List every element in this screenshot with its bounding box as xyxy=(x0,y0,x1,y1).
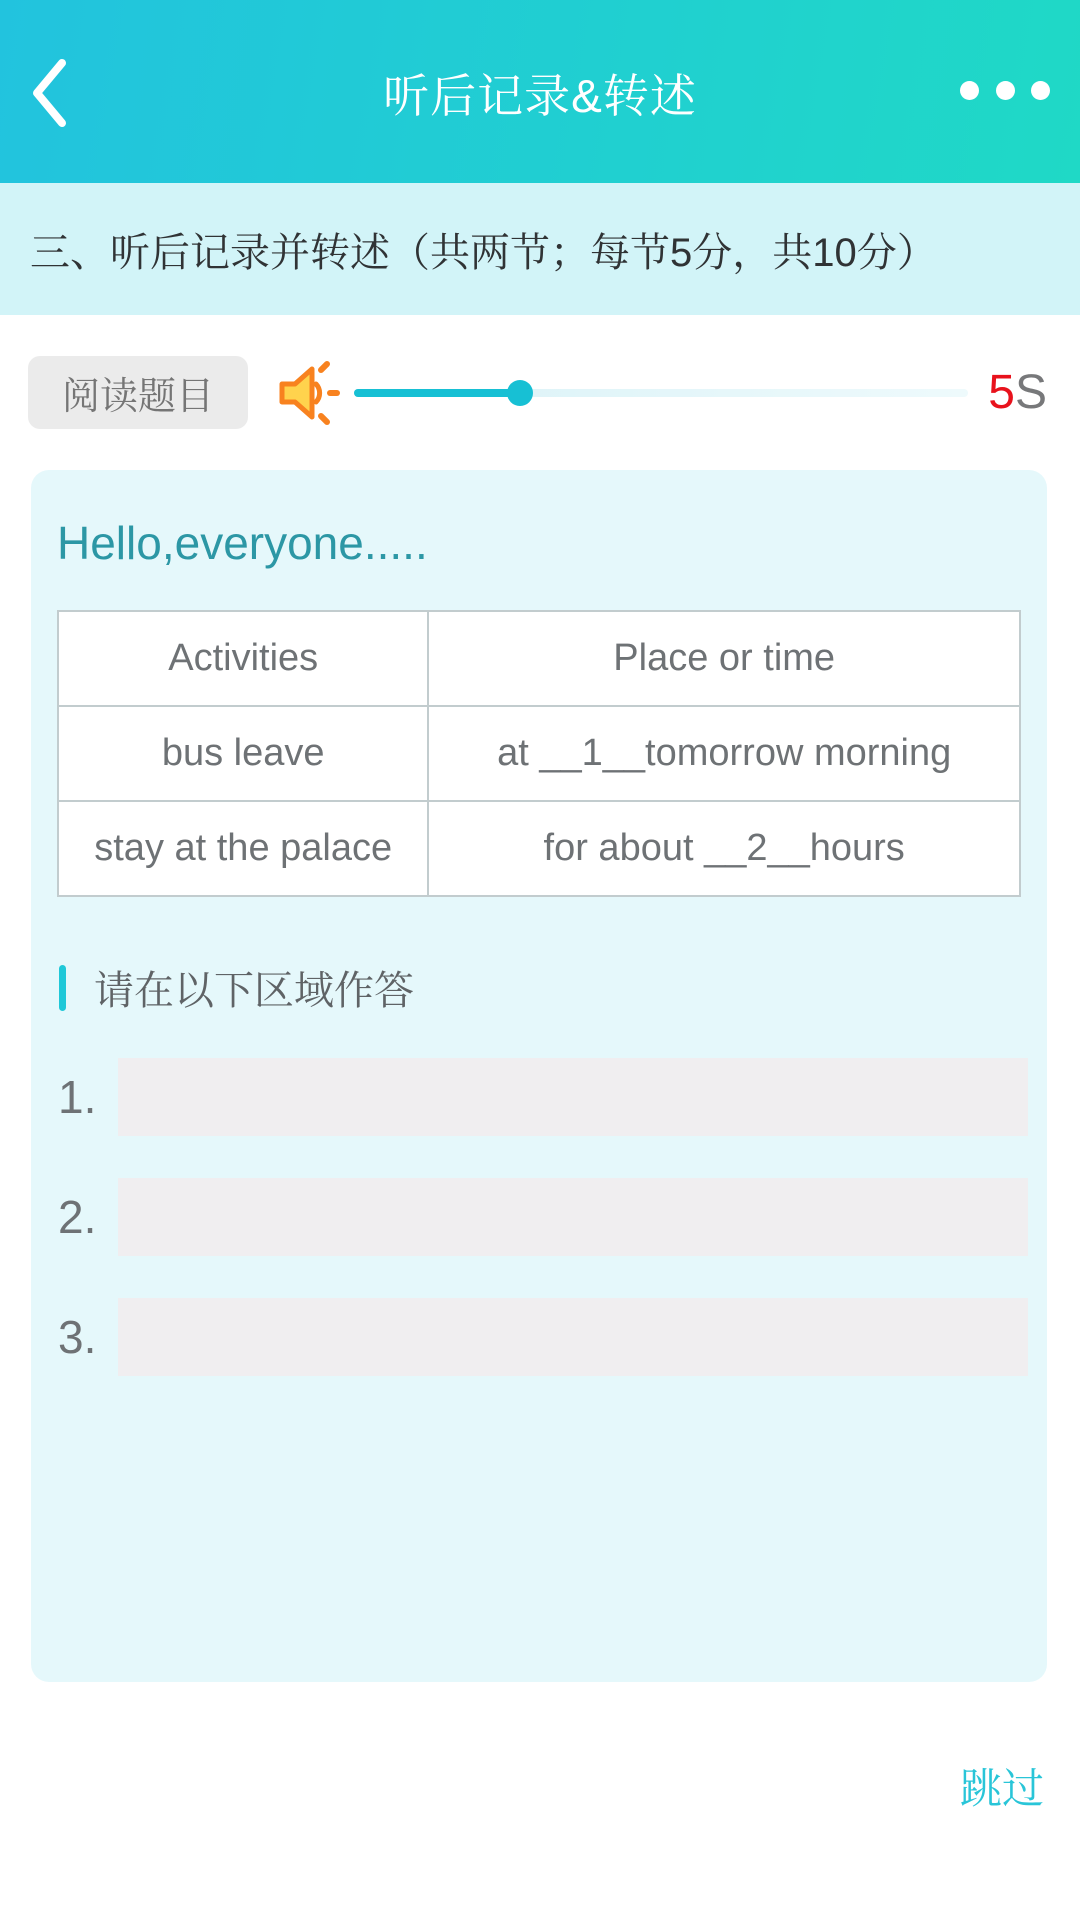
table-header-activities: Activities xyxy=(58,611,428,706)
app-header xyxy=(0,0,1080,183)
ellipsis-icon xyxy=(996,81,1015,100)
question-card xyxy=(31,470,1047,1682)
table-cell-activity: stay at the palace xyxy=(58,801,428,896)
table-cell-place-time: at __1__tomorrow morning xyxy=(428,706,1020,801)
ellipsis-icon xyxy=(1031,81,1050,100)
answer-section-header xyxy=(59,959,1047,1016)
table-cell-activity: bus leave xyxy=(58,706,428,801)
table-row xyxy=(58,801,1020,896)
passage-intro: Hello,everyone..... xyxy=(57,517,428,569)
read-question-button[interactable]: 阅读题目 xyxy=(28,356,248,429)
skip-button[interactable]: 跳过 xyxy=(959,1765,1044,1812)
table-header-row xyxy=(58,611,1020,706)
answer-input-1[interactable] xyxy=(118,1058,1028,1136)
more-menu-button[interactable] xyxy=(960,70,1050,110)
speaker-icon xyxy=(270,357,342,429)
answer-number: 2. xyxy=(58,1191,97,1243)
slider-track[interactable] xyxy=(354,389,968,397)
accent-bar-icon xyxy=(59,965,66,1011)
answer-prompt: 请在以下区域作答 xyxy=(94,969,414,1013)
countdown-timer xyxy=(988,356,1047,429)
notes-table xyxy=(57,610,1021,897)
answer-number: 1. xyxy=(58,1071,97,1123)
table-cell-place-time: for about __2__hours xyxy=(428,801,1020,896)
slider-thumb[interactable] xyxy=(507,380,533,406)
answer-row-3 xyxy=(58,1298,1028,1376)
page-title: 听后记录&转述 xyxy=(383,70,697,122)
section-banner xyxy=(0,183,1080,315)
countdown-value: 5 xyxy=(988,366,1015,419)
answer-input-2[interactable] xyxy=(118,1178,1028,1256)
audio-control-bar xyxy=(28,356,1047,429)
slider-fill xyxy=(354,389,520,397)
answer-input-3[interactable] xyxy=(118,1298,1028,1376)
section-title: 三、听后记录并转述（共两节；每节5分，共10分） xyxy=(30,230,937,275)
countdown-unit: S xyxy=(1014,366,1047,419)
audio-progress-slider[interactable] xyxy=(354,380,968,406)
answer-number: 3. xyxy=(58,1311,97,1363)
table-header-place-or-time: Place or time xyxy=(428,611,1020,706)
ellipsis-icon xyxy=(960,81,979,100)
answer-row-2 xyxy=(58,1178,1028,1256)
answer-row-1 xyxy=(58,1058,1028,1136)
table-row xyxy=(58,706,1020,801)
